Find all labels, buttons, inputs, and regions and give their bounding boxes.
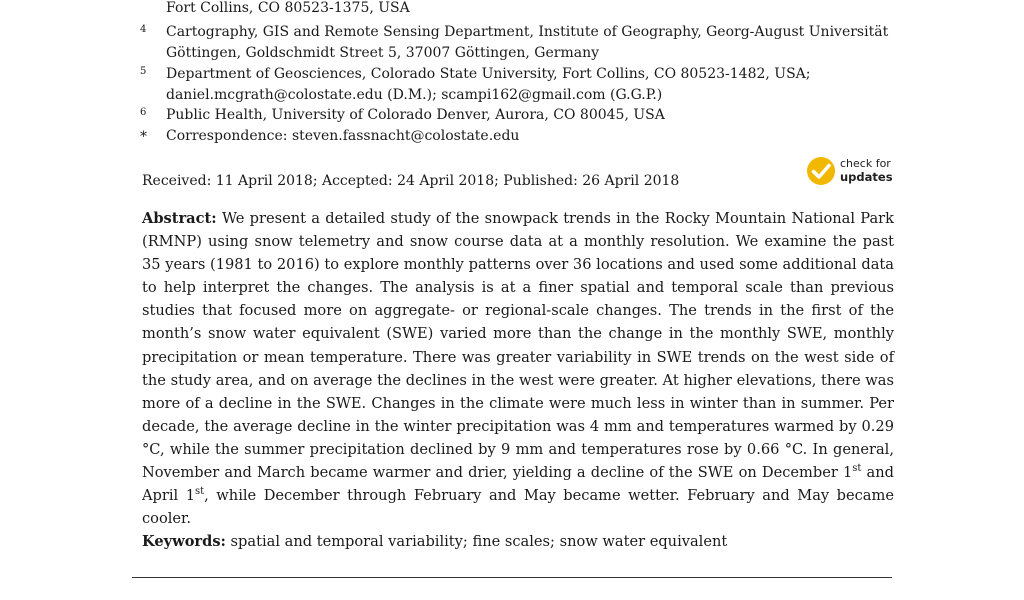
check-for-updates-icon <box>806 156 836 186</box>
affiliation-6 <box>140 105 900 126</box>
affiliation-email-line[interactable]: daniel.mcgrath@colostate.edu (D.M.); scampi162@gmail.com (G.G.P.) <box>166 87 663 103</box>
keywords-line <box>142 531 894 553</box>
affiliation-3-continued <box>140 0 900 19</box>
correspondence-email[interactable]: Correspondence: steven.fassnacht@colostate.edu <box>166 128 520 144</box>
affiliation-5 <box>140 64 900 106</box>
ordinal-suffix: st <box>852 463 862 475</box>
correspondence <box>140 126 900 147</box>
affiliation-number: 5 <box>140 66 147 77</box>
affiliation-line: Göttingen, Goldschmidt Street 5, 37007 Göttingen, Germany <box>166 45 599 61</box>
affiliation-number: 4 <box>140 24 147 35</box>
affiliation-4 <box>140 22 900 64</box>
keywords-label: Keywords: <box>142 533 226 550</box>
abstract-paragraph <box>142 207 894 530</box>
section-divider <box>132 577 892 578</box>
abstract-text: and April 1 <box>142 464 894 505</box>
abstract-text: We present a detailed study of the snowpack trends in the Rocky Mountain National Park (RMNP) using snow telemetry and snow course data at a monthly resolution. We examine the past 35 years (1981 to 2016) to explore monthly patterns over 36 locations and used some additional data to help interpret the changes. The analysis is at a finer spatial and temporal scale than previous studies that focused more on aggregate- or regional-scale changes. The trends in the first of the month’s snow water equivalent (SWE) varied more than the change in the monthly SWE, monthly precipitation or mean temperature. There was greater variability in SWE trends on the west side of the study area, and on average the declines in the west were greater. At higher elevations, there was more of a decline in the SWE. Changes in the climate were much less in winter than in summer. Per decade, the average decline in the winter precipitation was 4 mm and temperatures warmed by 0.29 °C, while the summer precipitation declined by 9 mm and temperatures rose by 0.66 °C. In general, November and March became warmer and drier, yielding a decline of the SWE on December 1 <box>142 210 894 482</box>
keywords-text: spatial and temporal variability; fine scales; snow water equivalent <box>225 533 728 550</box>
affiliation-line: Cartography, GIS and Remote Sensing Department, Institute of Geography, Georg-August Universität <box>166 24 889 40</box>
publication-dates: Received: 11 April 2018; Accepted: 24 April 2018; Published: 26 April 2018 <box>142 173 680 189</box>
affiliation-line: Fort Collins, CO 80523-1375, USA <box>166 0 410 16</box>
check-for-label: check for <box>840 157 891 170</box>
affiliation-number: 6 <box>140 107 147 118</box>
ordinal-suffix: st <box>195 486 205 498</box>
affiliation-line: Department of Geosciences, Colorado State University, Fort Collins, CO 80523-1482, USA; <box>166 66 811 82</box>
abstract-text: , while December through February and May became wetter. February and May became cooler. <box>142 487 894 528</box>
check-for-updates-badge[interactable] <box>806 156 896 188</box>
affiliation-line: Public Health, University of Colorado Denver, Aurora, CO 80045, USA <box>166 107 665 123</box>
check-for-updates-text <box>840 158 893 183</box>
abstract-label: Abstract: <box>142 210 217 227</box>
updates-label: updates <box>840 170 893 184</box>
correspondence-asterisk: * <box>140 129 147 145</box>
